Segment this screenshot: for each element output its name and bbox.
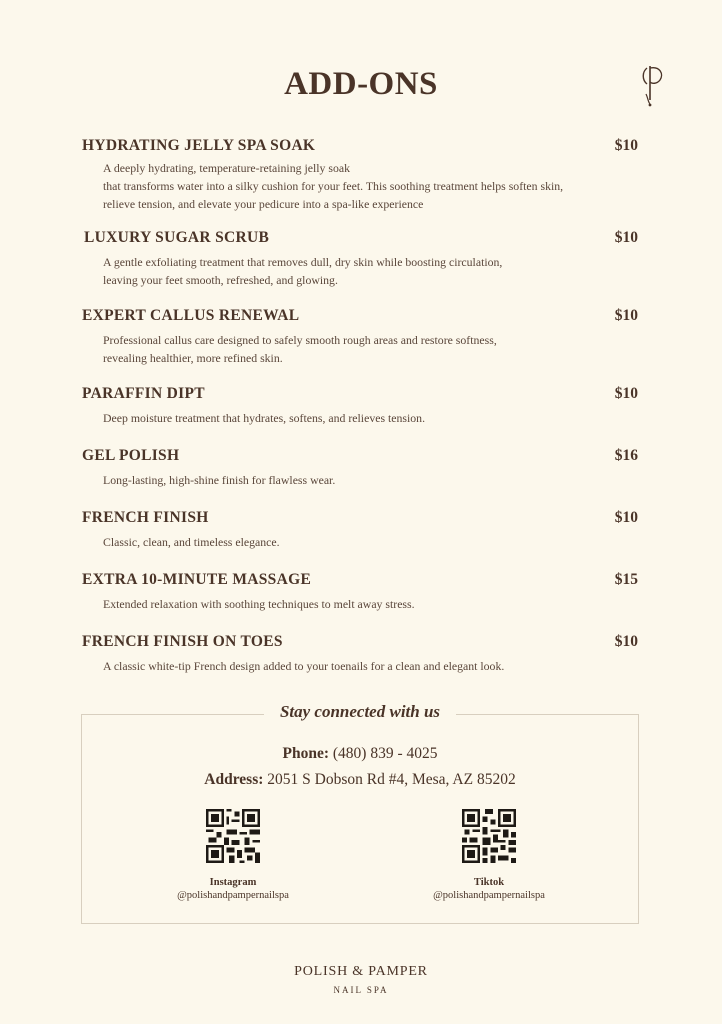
- contact-box: [81, 702, 639, 924]
- tiktok-label: Tiktok: [473, 877, 505, 888]
- tiktok-block: [409, 809, 569, 903]
- addon-description: Extended relaxation with soothing techniques to melt away stress.: [103, 597, 415, 611]
- addon-price: $10: [614, 509, 638, 526]
- addon-name: FRENCH FINISH ON TOES: [82, 633, 283, 650]
- instagram-label: Instagram: [209, 877, 257, 888]
- instagram-block: [153, 809, 313, 903]
- addon-item: [82, 509, 638, 551]
- instagram-handle[interactable]: @polishandpampernailspa: [177, 890, 289, 901]
- addon-price: $10: [614, 385, 638, 402]
- address-label: Address:: [204, 771, 264, 788]
- addon-item: [82, 633, 638, 675]
- addon-description: A classic white-tip French design added to your toenails for a clean and elegant look.: [103, 659, 505, 673]
- addon-name: HYDRATING JELLY SPA SOAK: [82, 137, 316, 154]
- page-title: ADD-ONS: [284, 66, 438, 102]
- addon-description: A deeply hydrating, temperature-retaining jelly soak that transforms water into a silky cushion for your feet. This soothing treatment helps soften skin, relieve tension, and elevate your pedicure into a spa-like experience: [103, 161, 564, 211]
- phone-number[interactable]: (480) 839 - 4025: [332, 745, 438, 762]
- phone-label: Phone:: [282, 745, 329, 762]
- addon-item: [84, 229, 638, 289]
- addon-price: $10: [614, 633, 638, 650]
- contact-box-title: Stay connected with us: [264, 702, 456, 721]
- addon-item: [82, 137, 638, 213]
- footer-brand-name: POLISH & PAMPER: [294, 964, 428, 979]
- addon-description: Professional callus care designed to safely smooth rough areas and restore softness, revealing healthier, more refined skin.: [103, 333, 497, 365]
- phone-line: [82, 745, 638, 763]
- addon-price: $15: [614, 571, 638, 588]
- addon-price: $10: [614, 137, 638, 154]
- addon-name: FRENCH FINISH: [82, 509, 209, 526]
- addon-name: PARAFFIN DIPT: [82, 385, 205, 402]
- qr-code-icon[interactable]: [462, 809, 516, 863]
- addon-price: $16: [614, 447, 638, 464]
- contact-box-heading: [82, 702, 638, 722]
- qr-code-icon[interactable]: [206, 809, 260, 863]
- footer-brand-subtitle: NAIL SPA: [333, 985, 389, 995]
- addon-item: [82, 447, 638, 489]
- addon-name: EXTRA 10-MINUTE MASSAGE: [82, 571, 312, 588]
- addon-item: [82, 307, 638, 367]
- addon-description: Classic, clean, and timeless elegance.: [103, 535, 280, 549]
- addon-name: LUXURY SUGAR SCRUB: [84, 229, 270, 246]
- addon-description: A gentle exfoliating treatment that removes dull, dry skin while boosting circulation, leaving your feet smooth, refreshed, and glowing.: [103, 255, 503, 287]
- addon-item: [82, 385, 638, 427]
- brand-logo-icon: [638, 64, 668, 108]
- addon-item: [82, 571, 638, 613]
- addon-name: GEL POLISH: [82, 447, 180, 464]
- addon-price: $10: [614, 229, 638, 246]
- addon-description: Deep moisture treatment that hydrates, softens, and relieves tension.: [103, 411, 426, 425]
- address-value[interactable]: 2051 S Dobson Rd #4, Mesa, AZ 85202: [267, 771, 516, 788]
- tiktok-handle[interactable]: @polishandpampernailspa: [433, 890, 545, 901]
- addon-name: EXPERT CALLUS RENEWAL: [82, 307, 300, 324]
- addon-price: $10: [614, 307, 638, 324]
- addon-description: Long-lasting, high-shine finish for flawless wear.: [103, 473, 336, 487]
- address-line: [82, 771, 638, 789]
